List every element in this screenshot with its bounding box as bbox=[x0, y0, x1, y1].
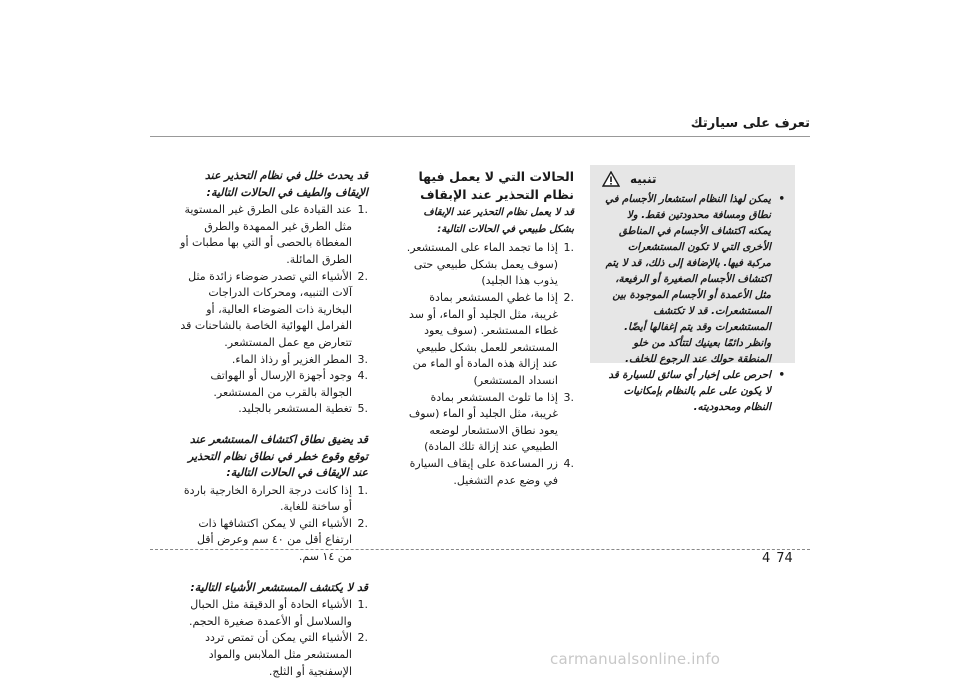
list-item bbox=[180, 597, 368, 630]
list-number: .1 bbox=[357, 598, 368, 612]
list-item-text: وجود أجهزة الإرسال أو الهواتف الجوالة بالقرب من المستشعر. bbox=[210, 369, 352, 399]
notice-bullet-text: ولا يمكنه اكتشاف الأجسام في المناطق الأخرى التي لا تكون المستشعرات مركبة فيها. bbox=[619, 209, 771, 269]
list-number: .2 bbox=[563, 290, 574, 304]
list-item bbox=[180, 516, 368, 566]
page-number-value: 74 bbox=[776, 551, 793, 566]
section-subtitle: قد لا يعمل نظام التحذير عند الإبقاف بشكل طبيعي في الحالات التالية: bbox=[423, 207, 574, 235]
list-item-text: المطر الغزير أو رذاذ الماء. bbox=[231, 352, 352, 366]
bullet-dot-icon: • bbox=[778, 193, 785, 205]
list-item-text: الأشياء التي يمكن أن تمتص تردد المستشعر مثل الملابس والمواد الإسفنجية أو الثلج. bbox=[205, 631, 352, 678]
notice-header bbox=[602, 171, 785, 188]
condition-list bbox=[402, 240, 574, 489]
chapter-number: 4 bbox=[762, 551, 771, 566]
section-title: قد يحدث خلل في نظام التحذير عند الإيقاف والطيف في الحالات التالية: bbox=[204, 169, 368, 199]
list-item bbox=[180, 401, 368, 418]
list-item-text: إذا ما غطي المستشعر بمادة غريبة، مثل الجليد أو الماء، أو سد غطاء المستشعر. (سوف يعود المستشعر للعمل بشكل طبيعي عند إزالة هذه المادة أو الماء من انسداد المستشعر) bbox=[409, 290, 558, 387]
list-number: .3 bbox=[563, 390, 574, 404]
condition-list bbox=[180, 597, 368, 680]
list-item-text: إذا كانت درجة الحرارة الخارجية باردة أو ساخنة للغاية. bbox=[183, 483, 352, 514]
list-item-text: تغطية المستشعر بالجليد. bbox=[238, 402, 352, 416]
list-item bbox=[402, 290, 574, 390]
list-number: .2 bbox=[357, 269, 368, 283]
left-column bbox=[180, 168, 368, 680]
list-item bbox=[180, 352, 368, 369]
list-number: .4 bbox=[357, 369, 368, 383]
condition-list bbox=[180, 202, 368, 418]
notice-bullet bbox=[602, 192, 785, 368]
list-item bbox=[402, 390, 574, 456]
notice-bullet-list bbox=[602, 192, 785, 416]
list-item-text: الأشياء التي تصدر ضوضاء زائدة مثل آلات التنبيه، ومحركات الدراجات البخارية ذات الضوضاء العالية، أو الفرامل الهوائية الخاصة بالشاحنات قد تتعارض مع عمل المستشعر. bbox=[180, 269, 352, 349]
list-number: .2 bbox=[357, 631, 368, 645]
notice-column bbox=[590, 168, 795, 413]
list-item-text: زر المساعدة على إيقاف السيارة في وضع عدم التشغيل. bbox=[409, 456, 558, 487]
list-item-text: إذا ما تلوث المستشعر بمادة غريبة، مثل الجليد أو الماء (سوف يعود نطاق الاستشعار لوضعه الطبيعي عند إزالة تلك المادة) bbox=[408, 390, 558, 454]
list-item-text: عند القيادة على الطرق غير المستوية مثل الطرق غير الممهدة والطرق المغطاة بالحصى أو التي بها مطبات أو الطرق المائلة. bbox=[180, 203, 352, 266]
page-header-title: تعرف على سيارتك bbox=[690, 116, 810, 131]
list-item bbox=[180, 202, 368, 268]
list-number: .2 bbox=[357, 516, 368, 530]
page-number bbox=[762, 551, 793, 566]
section-title: قد لا يكتشف المستشعر الأشياء التالية: bbox=[190, 580, 368, 594]
list-number: .4 bbox=[563, 456, 574, 470]
list-item-text: الأشياء الحادة أو الدقيقة مثل الحبال والسلاسل أو الأعمدة صغيرة الحجم. bbox=[188, 598, 352, 628]
watermark-text: carmanualsonline.info bbox=[550, 650, 721, 668]
list-number: .1 bbox=[357, 483, 368, 497]
notice-bullet-text: احرص على إخبار أي سائق للسيارة قد لا يكون على علم بالنظام بإمكانيات النظام ومحدوديته. bbox=[608, 369, 771, 413]
list-item bbox=[180, 630, 368, 680]
notice-title: تنبيه bbox=[630, 172, 657, 186]
list-item bbox=[402, 456, 574, 489]
list-item bbox=[402, 240, 574, 290]
section-title: قد يضيق نطاق اكتشاف المستشعر عند توقع وقوع خطر في نطاق نظام التحذير عند الإيقاف في الحالات التالية: bbox=[188, 432, 368, 480]
list-item bbox=[180, 269, 368, 352]
list-item-text: إذا ما تجمد الماء على المستشعر. (سوف يعمل بشكل طبيعي حتى يذوب هذا الجليد) bbox=[406, 241, 558, 288]
list-number: .1 bbox=[563, 241, 574, 255]
list-number: .3 bbox=[357, 352, 368, 366]
list-item bbox=[180, 368, 368, 401]
list-item bbox=[180, 483, 368, 516]
notice-bullet-text: يمكن لهذا النظام استشعار الأجسام في نطاق ومسافة محدودتين فقط. bbox=[605, 193, 771, 221]
list-number: .5 bbox=[357, 402, 368, 416]
section-title: الحالات التي لا يعمل فيها نظام التحذير عند الإبقاف bbox=[418, 169, 574, 202]
notice-bullet-text: وانظر دائمًا بعينيك لتتأكد من خلو المنطقة حولك عند الرجوع للخلف. bbox=[625, 337, 771, 365]
notice-box bbox=[590, 165, 795, 413]
notice-bullet-text: بالإضافة إلى ذلك، قد لا يتم اكتشاف الأجسام الصغيرة أو الرفيعة، مثل الأعمدة أو الأجسام الموجودة بين المستشعرات. قد لا تكتشف المستشعرات وقد يتم إغفالها أيضًا. bbox=[605, 257, 771, 333]
warning-triangle-icon bbox=[602, 171, 620, 187]
bullet-dot-icon: • bbox=[778, 369, 785, 381]
list-number: .1 bbox=[357, 203, 368, 217]
header-divider bbox=[150, 136, 810, 137]
middle-column bbox=[402, 168, 574, 489]
list-item-text: الأشياء التي لا يمكن اكتشافها ذات ارتفاع أقل من ٤٠ سم وعرض أقل من ١٤ سم. bbox=[196, 516, 352, 564]
notice-bullet bbox=[602, 368, 785, 416]
condition-list bbox=[180, 483, 368, 566]
footer-divider bbox=[150, 549, 810, 550]
